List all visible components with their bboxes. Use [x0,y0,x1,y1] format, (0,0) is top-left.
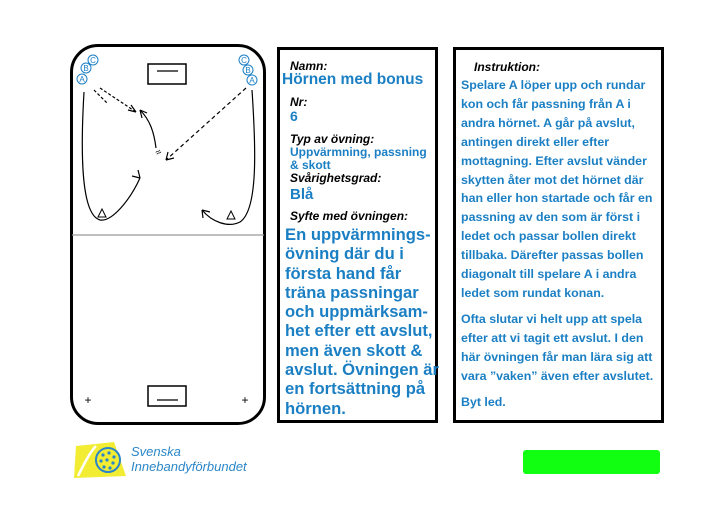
player-marker: ≈ [153,146,164,159]
instruction-paragraph-3: Byt led. [461,394,506,409]
svg-text:A: A [249,76,255,85]
cone-icon [227,211,235,219]
pass-arrow [100,88,136,112]
svg-text:A: A [79,75,85,84]
bottom-goal [148,386,186,406]
logo-line-2: Innebandyförbundet [131,459,247,474]
corner-mark: + [84,393,92,407]
logo-text [131,444,247,474]
drill-type: Uppvärmning, passning & skott [290,145,427,172]
instruction-body [461,76,663,411]
cone-icon [98,209,106,217]
top-goal [148,64,186,84]
purpose-label: Syfte med övningen: [290,209,409,223]
difficulty-label: Svårighetsgrad: [290,171,382,185]
purpose-text: En uppvärmnings-övning där du i första hand får träna passningar och uppmärksam-het efter ett avslut, men även skott & avslut. Övningen är en fortsättning på hörnen. [285,225,439,418]
instruction-paragraph-1: Spelare A löper upp och rundar kon och får passning från A i andra hörnet. A går på avslut, antingen direkt eller efter mottagning. Efter avslut vänder skytten åter mot det hörnet där han eller hon startade och får en passning av den som är först i ledet och passar bollen direkt tillbaka. Därefter passas bollen diagonalt till spelare A i andra ledet som rundat konan. [461,78,653,300]
nr-label: Nr: [290,95,308,109]
logo-line-1: Svenska [131,444,181,459]
right-run-path [202,90,255,224]
drill-name: Hörnen med bonus [282,71,424,88]
type-label: Typ av övning: [290,132,375,146]
diagonal-pass [166,88,246,160]
drill-info-panel [277,47,438,423]
run-arrow [140,110,156,148]
left-player-group [77,55,98,84]
floorball-logo-icon [70,440,130,482]
svg-text:C: C [241,56,247,65]
right-player-group [239,55,257,85]
svg-text:C: C [90,56,96,65]
difficulty-value: Blå [290,186,314,203]
instruction-paragraph-2: Ofta slutar vi helt upp att spela efter att vi tagit ett avslut. I den här övningen får man lära sig att vara ”vaken” även efter avslutet. [461,311,654,383]
name-label: Namn: [290,59,328,73]
svg-text:B: B [83,64,89,73]
drill-number: 6 [290,108,298,124]
green-status-bar[interactable] [523,450,660,474]
corner-mark: + [241,393,249,407]
instruction-panel [453,47,664,423]
svg-text:B: B [245,66,251,75]
federation-logo [70,440,270,482]
instruction-label: Instruktion: [474,60,540,74]
